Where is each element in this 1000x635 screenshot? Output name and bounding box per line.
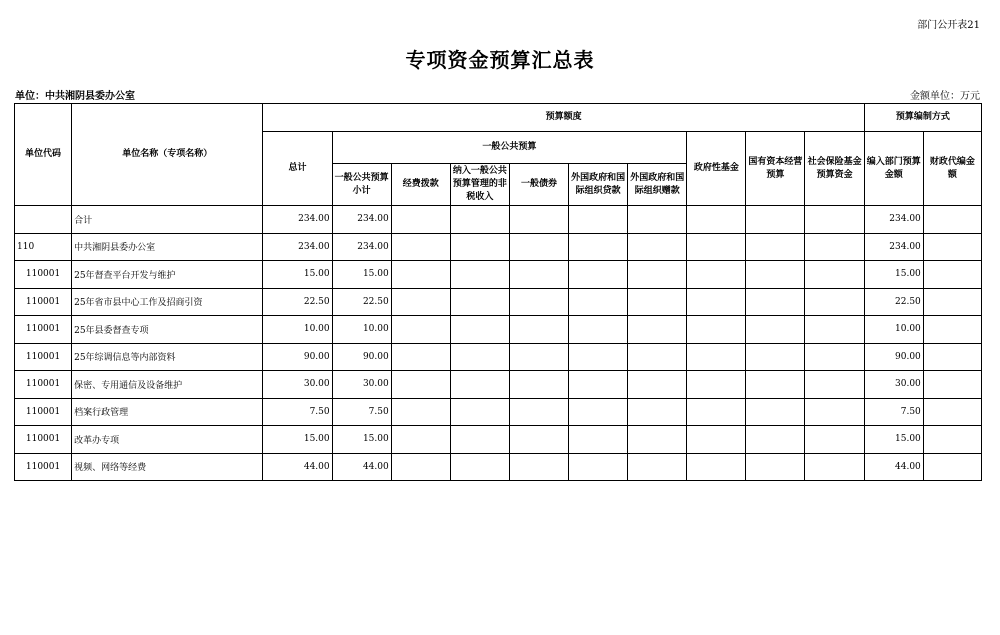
foreign-grants-cell: [628, 261, 687, 289]
header-finance-prep-amount: 财政代编金额: [923, 132, 981, 206]
budget-table: [14, 103, 982, 481]
general-subtotal-cell: 30.00: [332, 371, 391, 399]
social-insurance-cell: [805, 453, 864, 481]
total-cell: 7.50: [263, 398, 332, 426]
unit-name-cell: 保密、专用通信及设备维护: [72, 371, 263, 399]
table-row: [15, 343, 982, 371]
general-subtotal-cell: 15.00: [332, 426, 391, 454]
general-bonds-cell: [509, 398, 568, 426]
finance-prep-amount-cell: [923, 288, 981, 316]
general-bonds-cell: [509, 233, 568, 261]
header-foreign-loans: 外国政府和国际组织贷款: [569, 164, 628, 206]
foreign-grants-cell: [628, 206, 687, 234]
dept-prep-amount-cell: 234.00: [864, 233, 923, 261]
non-tax-income-cell: [450, 206, 509, 234]
non-tax-income-cell: [450, 343, 509, 371]
general-subtotal-cell: 10.00: [332, 316, 391, 344]
dept-prep-amount-cell: 234.00: [864, 206, 923, 234]
social-insurance-cell: [805, 398, 864, 426]
state-capital-cell: [746, 398, 805, 426]
unit-code-cell: 110: [15, 233, 72, 261]
non-tax-income-cell: [450, 288, 509, 316]
general-bonds-cell: [509, 261, 568, 289]
page-title: 专项资金预算汇总表: [405, 48, 595, 72]
header-general-public-budget: 一般公共预算: [332, 132, 687, 164]
unit-code-cell: 110001: [15, 261, 72, 289]
general-bonds-cell: [509, 453, 568, 481]
finance-prep-amount-cell: [923, 343, 981, 371]
gov-fund-cell: [687, 261, 746, 289]
unit-code-cell: 110001: [15, 288, 72, 316]
table-row: [15, 206, 982, 234]
gov-fund-cell: [687, 371, 746, 399]
general-bonds-cell: [509, 426, 568, 454]
foreign-grants-cell: [628, 343, 687, 371]
foreign-loans-cell: [569, 288, 628, 316]
form-number: 部门公开表21: [917, 20, 980, 31]
operating-appropriation-cell: [391, 288, 450, 316]
foreign-grants-cell: [628, 371, 687, 399]
gov-fund-cell: [687, 343, 746, 371]
finance-prep-amount-cell: [923, 398, 981, 426]
foreign-loans-cell: [569, 398, 628, 426]
finance-prep-amount-cell: [923, 233, 981, 261]
unit-name-cell: 视频、网络等经费: [72, 453, 263, 481]
header-total: 总计: [263, 132, 332, 206]
foreign-loans-cell: [569, 206, 628, 234]
unit-name-cell: 25年综调信息等内部资料: [72, 343, 263, 371]
operating-appropriation-cell: [391, 206, 450, 234]
foreign-grants-cell: [628, 233, 687, 261]
total-cell: 234.00: [263, 206, 332, 234]
header-social-insurance: 社会保险基金预算资金: [805, 132, 864, 206]
finance-prep-amount-cell: [923, 206, 981, 234]
unit-code-cell: 110001: [15, 316, 72, 344]
non-tax-income-cell: [450, 398, 509, 426]
gov-fund-cell: [687, 233, 746, 261]
operating-appropriation-cell: [391, 398, 450, 426]
general-bonds-cell: [509, 316, 568, 344]
social-insurance-cell: [805, 316, 864, 344]
state-capital-cell: [746, 343, 805, 371]
foreign-grants-cell: [628, 398, 687, 426]
dept-prep-amount-cell: 44.00: [864, 453, 923, 481]
state-capital-cell: [746, 233, 805, 261]
operating-appropriation-cell: [391, 453, 450, 481]
non-tax-income-cell: [450, 426, 509, 454]
non-tax-income-cell: [450, 453, 509, 481]
unit-name-cell: 25年县委督查专项: [72, 316, 263, 344]
state-capital-cell: [746, 261, 805, 289]
total-cell: 15.00: [263, 261, 332, 289]
general-subtotal-cell: 15.00: [332, 261, 391, 289]
gov-fund-cell: [687, 398, 746, 426]
header-non-tax-income: 纳入一般公共预算管理的非税收入: [450, 164, 509, 206]
dept-prep-amount-cell: 90.00: [864, 343, 923, 371]
header-gov-fund: 政府性基金: [687, 132, 746, 206]
table-row: [15, 371, 982, 399]
gov-fund-cell: [687, 206, 746, 234]
operating-appropriation-cell: [391, 261, 450, 289]
general-subtotal-cell: 44.00: [332, 453, 391, 481]
dept-prep-amount-cell: 30.00: [864, 371, 923, 399]
total-cell: 30.00: [263, 371, 332, 399]
unit-code-cell: 110001: [15, 343, 72, 371]
foreign-loans-cell: [569, 316, 628, 344]
foreign-grants-cell: [628, 316, 687, 344]
operating-appropriation-cell: [391, 316, 450, 344]
operating-appropriation-cell: [391, 426, 450, 454]
operating-appropriation-cell: [391, 233, 450, 261]
header-foreign-grants: 外国政府和国际组织赠款: [628, 164, 687, 206]
general-bonds-cell: [509, 343, 568, 371]
general-subtotal-cell: 90.00: [332, 343, 391, 371]
state-capital-cell: [746, 426, 805, 454]
table-row: [15, 398, 982, 426]
table-row: [15, 453, 982, 481]
unit-name-cell: 合计: [72, 206, 263, 234]
dept-prep-amount-cell: 22.50: [864, 288, 923, 316]
total-cell: 234.00: [263, 233, 332, 261]
unit-name-cell: 25年督查平台开发与维护: [72, 261, 263, 289]
header-general-subtotal: 一般公共预算小计: [332, 164, 391, 206]
gov-fund-cell: [687, 426, 746, 454]
general-bonds-cell: [509, 371, 568, 399]
general-subtotal-cell: 7.50: [332, 398, 391, 426]
unit-code-cell: [15, 206, 72, 234]
dept-prep-amount-cell: 15.00: [864, 426, 923, 454]
table-row: [15, 261, 982, 289]
dept-prep-amount-cell: 15.00: [864, 261, 923, 289]
state-capital-cell: [746, 206, 805, 234]
unit-name-cell: 改革办专项: [72, 426, 263, 454]
state-capital-cell: [746, 371, 805, 399]
social-insurance-cell: [805, 426, 864, 454]
finance-prep-amount-cell: [923, 453, 981, 481]
general-subtotal-cell: 234.00: [332, 233, 391, 261]
finance-prep-amount-cell: [923, 426, 981, 454]
header-state-capital: 国有资本经营预算: [746, 132, 805, 206]
header-prep-method: 预算编制方式: [864, 104, 981, 132]
finance-prep-amount-cell: [923, 316, 981, 344]
unit-name-cell: 中共湘阴县委办公室: [72, 233, 263, 261]
general-bonds-cell: [509, 288, 568, 316]
total-cell: 10.00: [263, 316, 332, 344]
unit-code-cell: 110001: [15, 426, 72, 454]
non-tax-income-cell: [450, 233, 509, 261]
foreign-loans-cell: [569, 343, 628, 371]
foreign-loans-cell: [569, 371, 628, 399]
unit-code-cell: 110001: [15, 453, 72, 481]
state-capital-cell: [746, 316, 805, 344]
total-cell: 15.00: [263, 426, 332, 454]
header-general-bonds: 一般债券: [509, 164, 568, 206]
dept-prep-amount-cell: 10.00: [864, 316, 923, 344]
state-capital-cell: [746, 453, 805, 481]
total-cell: 22.50: [263, 288, 332, 316]
table-body: [15, 206, 982, 481]
unit-code-cell: 110001: [15, 371, 72, 399]
gov-fund-cell: [687, 453, 746, 481]
operating-appropriation-cell: [391, 343, 450, 371]
social-insurance-cell: [805, 343, 864, 371]
foreign-loans-cell: [569, 426, 628, 454]
general-subtotal-cell: 22.50: [332, 288, 391, 316]
non-tax-income-cell: [450, 371, 509, 399]
foreign-grants-cell: [628, 426, 687, 454]
state-capital-cell: [746, 288, 805, 316]
general-subtotal-cell: 234.00: [332, 206, 391, 234]
header-budget-amount: 预算额度: [263, 104, 864, 132]
non-tax-income-cell: [450, 316, 509, 344]
header-dept-prep-amount: 编入部门预算金额: [864, 132, 923, 206]
operating-appropriation-cell: [391, 371, 450, 399]
unit-label: 单位：中共湘阴县委办公室: [15, 91, 135, 102]
general-bonds-cell: [509, 206, 568, 234]
social-insurance-cell: [805, 206, 864, 234]
social-insurance-cell: [805, 371, 864, 399]
total-cell: 90.00: [263, 343, 332, 371]
unit-code-cell: 110001: [15, 398, 72, 426]
social-insurance-cell: [805, 233, 864, 261]
social-insurance-cell: [805, 261, 864, 289]
table-row: [15, 233, 982, 261]
dept-prep-amount-cell: 7.50: [864, 398, 923, 426]
gov-fund-cell: [687, 288, 746, 316]
finance-prep-amount-cell: [923, 371, 981, 399]
total-cell: 44.00: [263, 453, 332, 481]
foreign-grants-cell: [628, 288, 687, 316]
gov-fund-cell: [687, 316, 746, 344]
foreign-loans-cell: [569, 261, 628, 289]
amount-unit-label: 金额单位：万元: [910, 91, 980, 102]
finance-prep-amount-cell: [923, 261, 981, 289]
unit-name-cell: 25年省市县中心工作及招商引资: [72, 288, 263, 316]
social-insurance-cell: [805, 288, 864, 316]
foreign-loans-cell: [569, 233, 628, 261]
unit-name-cell: 档案行政管理: [72, 398, 263, 426]
header-operating-appropriation: 经费拨款: [391, 164, 450, 206]
non-tax-income-cell: [450, 261, 509, 289]
table-row: [15, 426, 982, 454]
table-row: [15, 316, 982, 344]
header-unit-code: 单位代码: [15, 104, 72, 206]
header-unit-name: 单位名称（专项名称）: [72, 104, 263, 206]
foreign-grants-cell: [628, 453, 687, 481]
table-row: [15, 288, 982, 316]
foreign-loans-cell: [569, 453, 628, 481]
